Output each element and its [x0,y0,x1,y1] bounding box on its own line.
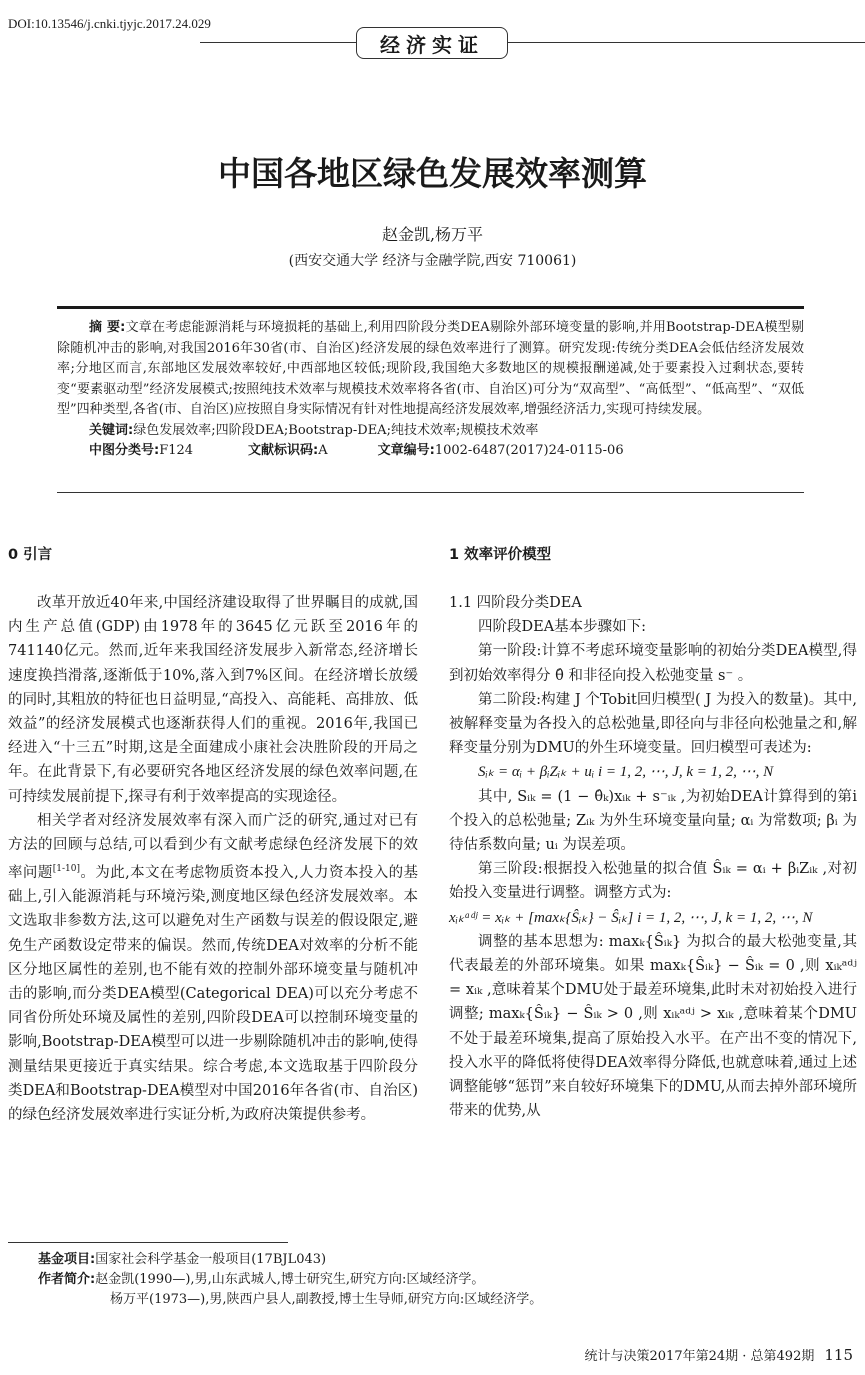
keywords-label: 关键词: [89,422,134,438]
stage-2-text: 第二阶段:构建 J 个Tobit回归模型( J 为投入的数量)。其中,被解释变量为各投入的总松弛量,即径向与非径向松弛量之和,解释变量分别为DMU的外生环境变量。回归模型可表述为: [449,691,857,757]
classification-line [57,441,804,462]
equation-tobit: Sᵢₖ = αᵢ + βᵢZᵢₖ + uᵢ i = 1, 2, ⋯, J, k = 1, 2, ⋯, N [478,764,774,781]
article-no-label: 文章编号: [377,443,435,458]
header-rule [200,42,865,43]
footnote-rule [8,1242,288,1243]
intro-p2-text-b: 。为此,本文在考虑物质资本投入,人力资本投入的基础上,引入能源消耗与环境污染,测度地区绿色经济发展效率。本文选取非参数方法,这可以避免对生产函数与误差的假设限定,避免生产函数设定带来的偏误。然而,传统DEA对效率的分析不能区分地区属性的差别,也不能有效的控制外部环境变量与随机冲击的影响,而分类DEA模型(Categorical DEA)可以充分考虑不同省份所处环境及属性的差别,四阶段DEA可以控制环境变量的影响,Bootstrap-DEA模型可以进一步剔除随机冲击的影响,使得测量结果更接近于真实结果。综合考虑,本文选取基于四阶段分类DEA和Bootstrap-DEA模型对中国2016年各省(市、自治区)的绿色经济发展效率进行实证分析,为政府决策提供参考。 [8,865,419,1124]
footnotes [38,1250,838,1310]
paper-authors: 赵金凯,杨万平 [381,225,484,244]
author-bio-1: 赵金凯(1990—),男,山东武城人,博士研究生,研究方向:区域经济学。 [95,1272,485,1287]
author-bio-label: 作者简介: [38,1272,96,1287]
page-footer [585,1345,853,1364]
doc-code-value: A [318,443,328,458]
author-bio-2: 杨万平(1973—),男,陕西户县人,副教授,博士生导师,研究方向:区域经济学。 [110,1292,543,1307]
intro-p2-text-a: 相关学者对经济发展效率有深入而广泛的研究,通过对已有方法的回顾与总结,可以看到少有文献考虑绿色经济发展下的效率问题 [8,812,418,882]
citation-ref: [1-10] [52,864,80,875]
abstract-block [57,318,804,462]
abstract-bottom-rule [57,492,804,493]
doi-text: DOI:10.13546/j.cnki.tjyjc.2017.24.029 [8,16,211,31]
intro-paragraph-1: 改革开放近40年来,中国经济建设取得了世界瞩目的成就,国内生产总值(GDP)由1978年的3645亿元跃至2016年的741140亿元。然而,近年来我国经济发展步入新常态,经济增长速度换挡滑落,逐渐低于10%,落入到7%区间。在经济增长放缓的同时,其粗放的特征也日益明显,“高投入、高能耗、高排放、低效益”的经济发展模式也逐渐获得人们的重视。2016年,我国已经进入“十三五”时期,这是全面建成小康社会决胜阶段的开局之年。在此背景下,有必要研究各地区经济发展的绿色效率问题,在可持续发展前提下,探寻有利于效率提高的实现途径。 [8,595,418,805]
doc-code-label: 文献标识码: [248,443,319,458]
section-heading-model: 1 效率评价模型 [449,547,552,563]
keywords-text: 绿色发展效率;四阶段DEA;Bootstrap-DEA;纯技术效率;规模技术效率 [133,422,539,438]
fund-line [38,1250,838,1270]
abstract-paragraph [57,318,804,421]
fund-label: 基金项目: [38,1252,96,1267]
stage-2-explanation: 其中, Sᵢₖ = (1 − θ̂ₖ)xᵢₖ + s⁻ᵢₖ ,为初始DEA计算得到的第i个投入的总松弛量; Zᵢₖ 为外生环境变量向量; αᵢ 为常数项; βᵢ 为待估系数向量; uᵢ 为误差项。 [449,788,857,854]
keywords-line [57,421,804,442]
right-column [449,543,857,1123]
model-intro: 四阶段DEA基本步骤如下: [478,619,647,636]
page-number: 115 [824,1346,853,1364]
subsection-heading: 1.1 四阶段分类DEA [449,595,582,611]
journal-info: 统计与决策2017年第24期 · 总第492期 [584,1349,815,1364]
section-tag: 经济实证 [356,27,508,59]
abstract-label: 摘 要: [89,320,126,335]
paper-title: 中国各地区绿色发展效率测算 [218,154,647,193]
stage-3-text: 第三阶段:根据投入松弛量的拟合值 Ŝᵢₖ = αᵢ + βᵢZᵢₖ ,对初始投入变量进行调整。调整方式为: [449,861,857,902]
intro-paragraph-2 [8,809,418,1127]
fund-text: 国家社会科学基金一般项目(17BJL043) [95,1252,327,1267]
clc-label: 中图分类号: [89,443,160,458]
left-column [8,543,418,1127]
stage-3-explanation: 调整的基本思想为: maxₖ{Ŝᵢₖ} 为拟合的最大松弛变量,其代表最差的外部环境集。如果 maxₖ{Ŝᵢₖ} − Ŝᵢₖ = 0 ,则 xᵢₖᵃᵈʲ = xᵢₖ ,意味着某个DMU处于最差环境集,此时未对初始投入进行调整; maxₖ{Ŝᵢₖ} − Ŝᵢₖ > 0 ,则 xᵢₖᵃᵈʲ > xᵢₖ ,意味着某个DMU不处于最差环境集,提高了原始投入水平。在产出不变的情况下,投入水平的降低将使得DEA效率得分降低,也就意味着,通过上述调整能够“惩罚”来自较好环境集下的DMU,从而去掉外部环境所带来的优势,从 [449,933,857,1120]
equation-adjust: xᵢₖᵃᵈʲ = xᵢₖ + [maxₖ{Ŝᵢₖ} − Ŝᵢₖ] i = 1, 2, ⋯, J, k = 1, 2, ⋯, N [449,909,813,926]
abstract-text: 文章在考虑能源消耗与环境损耗的基础上,利用四阶段分类DEA剔除外部环境变量的影响,并用Bootstrap-DEA模型剔除随机冲击的影响,对我国2016年30省(市、自治区)经济发展的绿色效率进行了测算。研究发现:传统分类DEA会低估经济发展效率;分地区而言,东部地区发展效率较好,中西部地区较低;现阶段,我国绝大多数地区的规模报酬递减,处于要素投入过剩状态,要转变“要素驱动型”经济发展模式;按照纯技术效率与规模技术效率将各省(市、自治区)可分为“双高型”、“高低型”、“低高型”、“双低型”四种类型,各省(市、自治区)应按照自身实际情况有针对性地提高经济发展效率,增强经济活力,实现可持续发展。 [57,320,804,417]
abstract-top-rule [57,306,804,309]
clc-value: F124 [159,443,194,458]
stage-1-text: 第一阶段:计算不考虑环境变量影响的初始分类DEA模型,得到初始效率得分 θ̂ 和非径向投入松弛变量 s⁻ 。 [449,643,857,684]
section-heading-intro: 0 引言 [8,547,53,563]
article-no-value: 1002-6487(2017)24-0115-06 [434,443,624,458]
paper-affiliation: (西安交通大学 经济与金融学院,西安 710061) [288,253,577,269]
author-line-1 [38,1270,838,1290]
